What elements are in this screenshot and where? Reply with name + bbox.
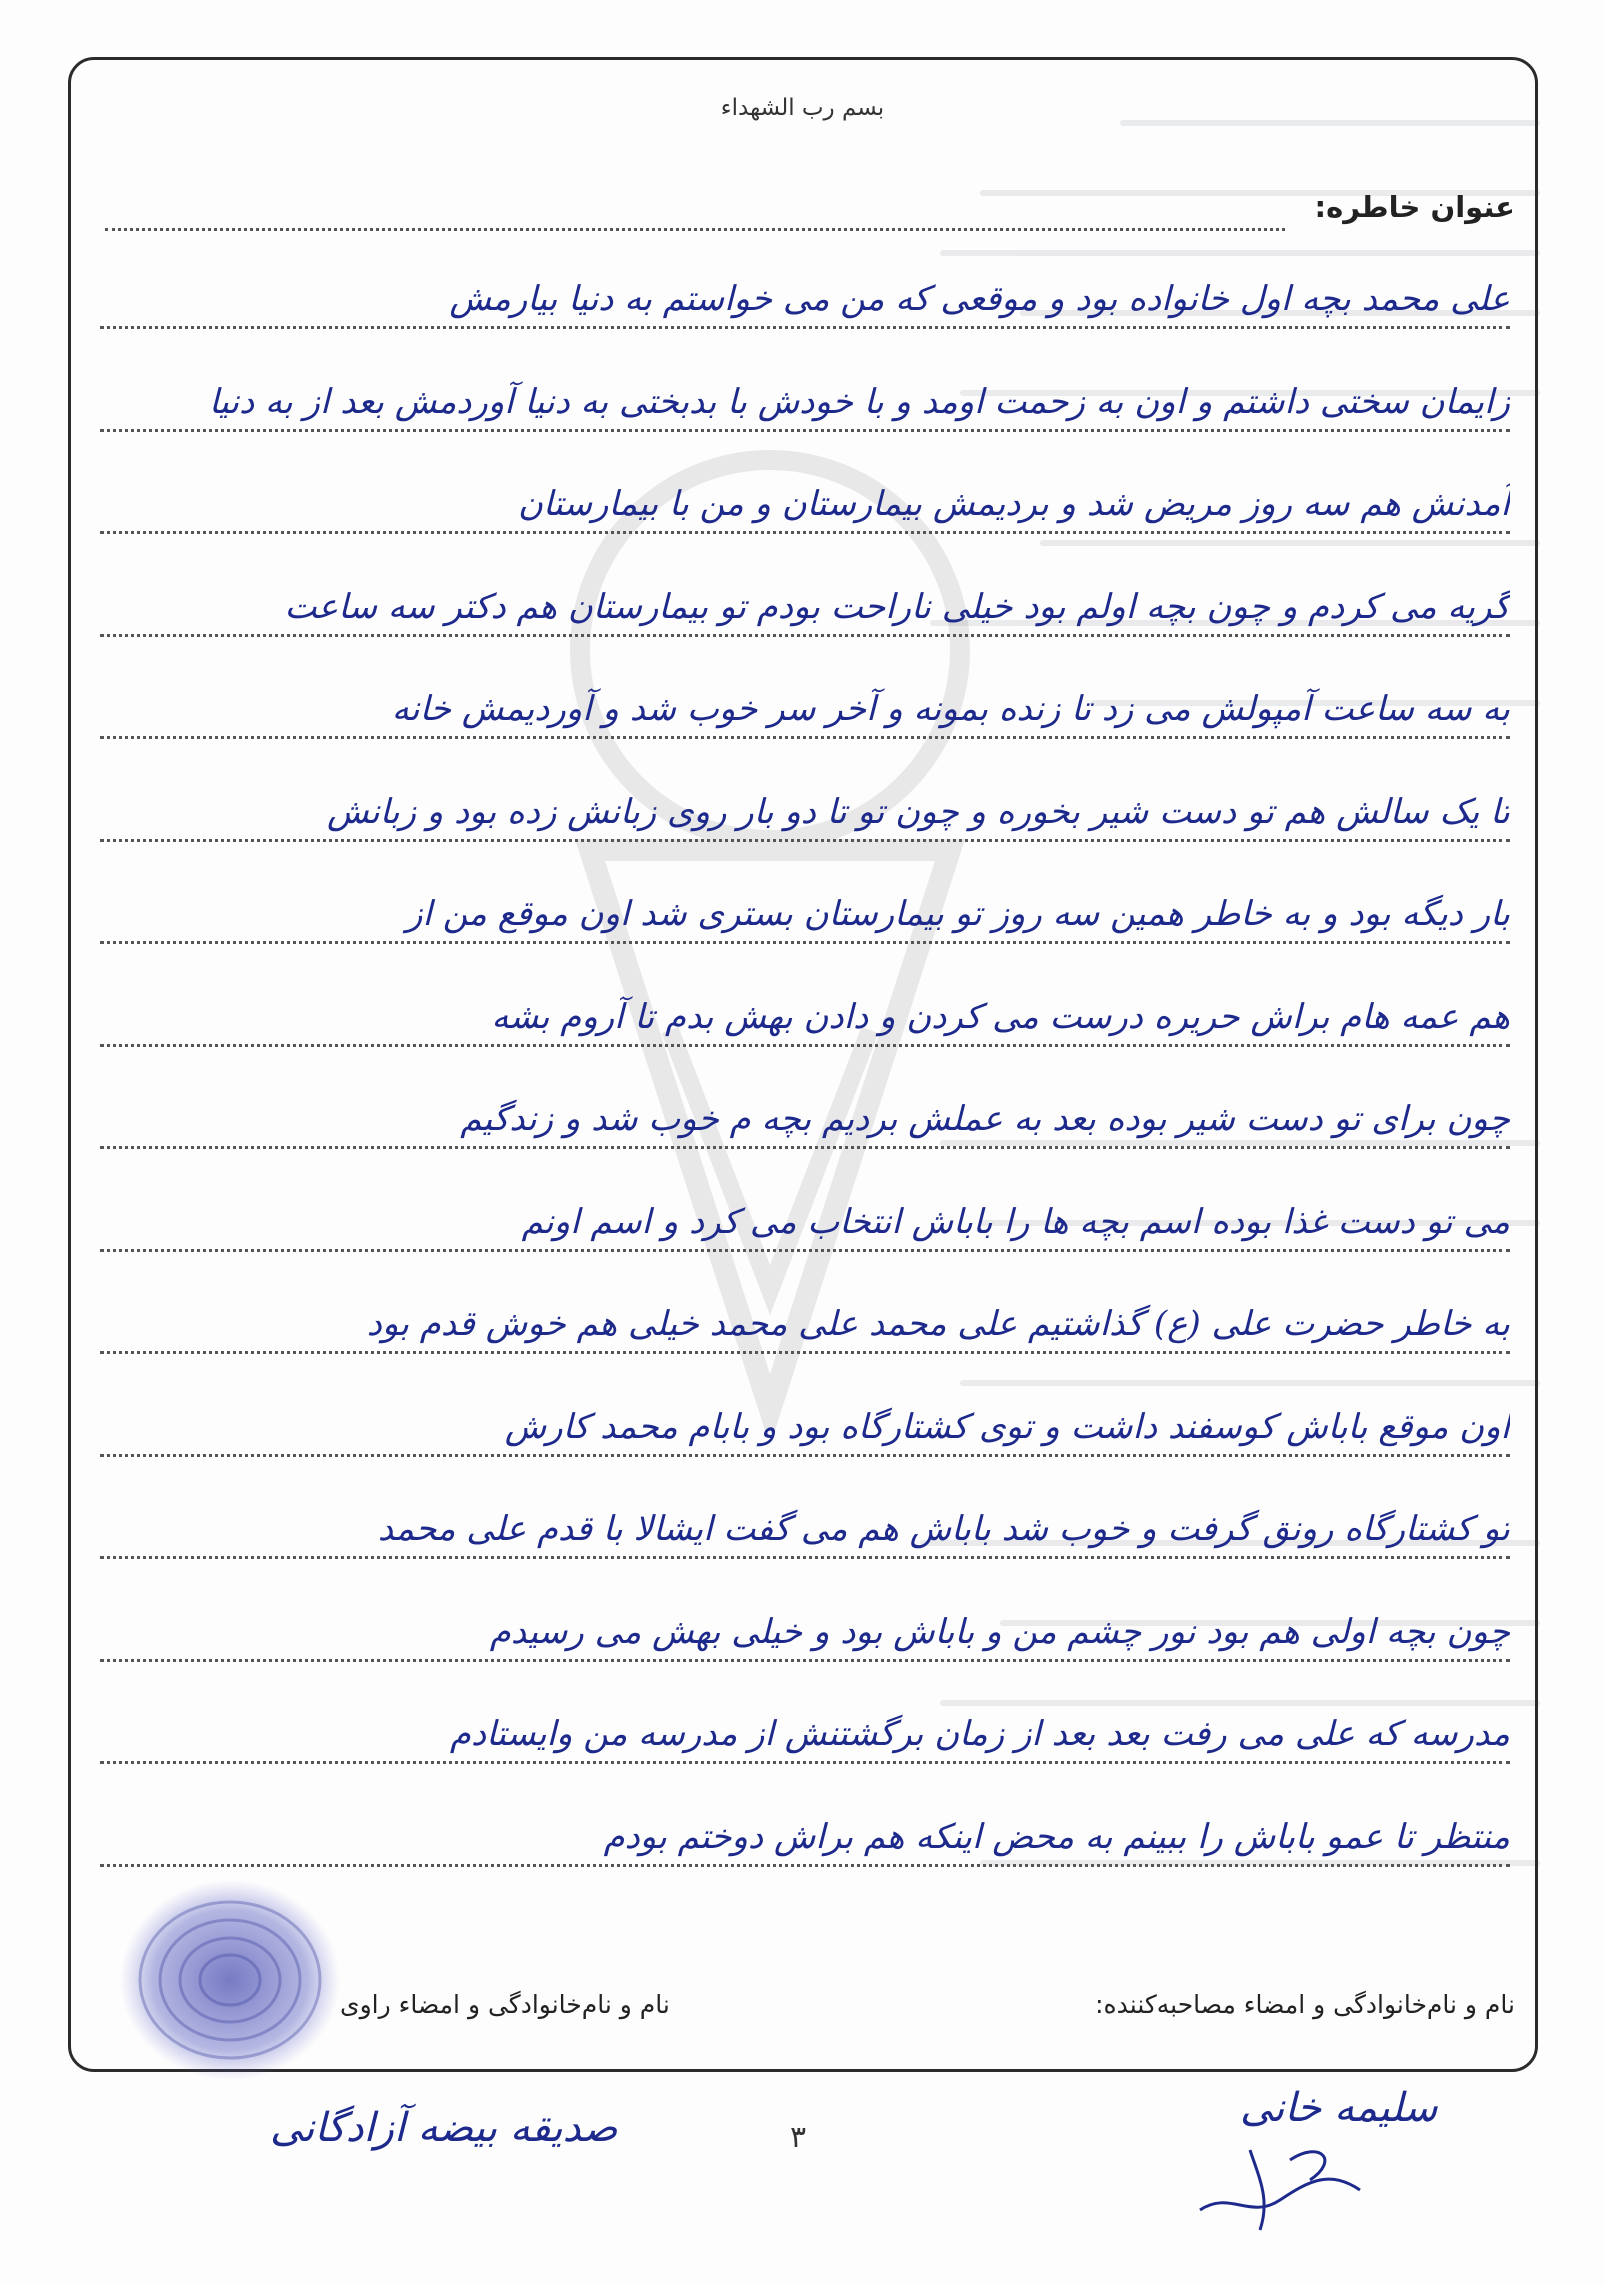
ruled-dotted-line bbox=[100, 736, 1510, 739]
ruled-dotted-line bbox=[100, 429, 1510, 432]
narrator-signature-label: نام و نام‌خانوادگی و امضاء راوی bbox=[340, 1990, 670, 2019]
ruled-dotted-line bbox=[100, 941, 1510, 944]
handwritten-line: گریه می کردم و چون بچه اولم بود خیلی ناراحت بودم تو بیمارستان هم دکتر سه ساعت bbox=[284, 587, 1510, 627]
ruled-dotted-line bbox=[100, 634, 1510, 637]
memory-title-label: عنوان خاطره: bbox=[1314, 190, 1515, 224]
ruled-dotted-line bbox=[100, 1351, 1510, 1354]
ruled-dotted-line bbox=[100, 1659, 1510, 1662]
ruled-dotted-line bbox=[100, 531, 1510, 534]
handwritten-line: علی محمد بچه اول خانواده بود و موقعی که من می خواستم به دنیا بیارمش bbox=[449, 279, 1510, 319]
fingerprint-stamp bbox=[110, 1860, 350, 2100]
handwritten-line: زایمان سختی داشتم و اون به زحمت اومد و با خودش با بدبختی به دنیا آوردمش بعد از به دنیا bbox=[209, 382, 1510, 422]
handwritten-line: هم عمه هام براش حریره درست می کردن و دادن بهش بدم تا آروم بشه bbox=[491, 997, 1510, 1037]
handwritten-line: می تو دست غذا بوده اسم بچه ها را باباش انتخاب می کرد و اسم اونم bbox=[521, 1202, 1510, 1242]
handwritten-line: چون بچه اولی هم بود نور چشم من و باباش بود و خیلی بهش می رسیدم bbox=[489, 1612, 1510, 1652]
handwritten-line: به سه ساعت آمپولش می زد تا زنده بمونه و آخر سر خوب شد و آوردیمش خانه bbox=[391, 689, 1510, 729]
ruled-dotted-line bbox=[100, 1146, 1510, 1149]
interviewer-signature-label: نام و نام‌خانوادگی و امضاء مصاحبه‌کننده: bbox=[1095, 1990, 1515, 2019]
handwritten-line: چون برای تو دست شیر بوده بعد به عملش بردیم بچه م خوب شد و زندگیم bbox=[460, 1099, 1510, 1139]
ruled-dotted-line bbox=[100, 1249, 1510, 1252]
handwritten-signature bbox=[1190, 2130, 1370, 2240]
handwritten-line: مدرسه که علی می رفت بعد بعد از زمان برگشتنش از مدرسه من وایستادم bbox=[449, 1714, 1510, 1754]
ruled-dotted-line bbox=[100, 1556, 1510, 1559]
ruled-dotted-line bbox=[100, 1761, 1510, 1764]
handwritten-line: آمدنش هم سه روز مریض شد و بردیمش بیمارستان و من با بیمارستان bbox=[517, 484, 1510, 524]
title-dotted-line bbox=[105, 228, 1285, 231]
page-number: ۳ bbox=[790, 2120, 807, 2155]
handwritten-line: تا یک سالش هم تو دست شیر بخوره و چون تو تا دو بار روی زبانش زده بود و زبانش bbox=[326, 792, 1510, 832]
handwritten-line: تو کشتارگاه رونق گرفت و خوب شد باباش هم می گفت ایشالا با قدم علی محمد bbox=[377, 1509, 1510, 1549]
handwritten-line: منتظر تا عمو باباش را ببینم به محض اینکه هم براش دوختم بودم bbox=[603, 1817, 1510, 1857]
form-border bbox=[68, 57, 1538, 2072]
handwritten-line: بار دیگه بود و به خاطر همین سه روز تو بیمارستان بستری شد اون موقع من از bbox=[406, 894, 1510, 934]
handwritten-line: اون موقع باباش کوسفند داشت و توی کشتارگاه بود و بابام محمد کارش bbox=[504, 1407, 1510, 1447]
ruled-dotted-line bbox=[100, 1454, 1510, 1457]
page-header: بسم رب الشهداء bbox=[720, 95, 885, 121]
ruled-dotted-line bbox=[100, 1044, 1510, 1047]
interviewer-handwritten-name: سلیمه خانی bbox=[1240, 2085, 1438, 2131]
ruled-dotted-line bbox=[100, 326, 1510, 329]
handwritten-line: به خاطر حضرت علی (ع) گذاشتیم علی محمد علی محمد خیلی هم خوش قدم بود bbox=[366, 1304, 1510, 1344]
narrator-handwritten-name: صدیقه بیضه آزادگانی bbox=[270, 2105, 618, 2151]
ruled-dotted-line bbox=[100, 839, 1510, 842]
